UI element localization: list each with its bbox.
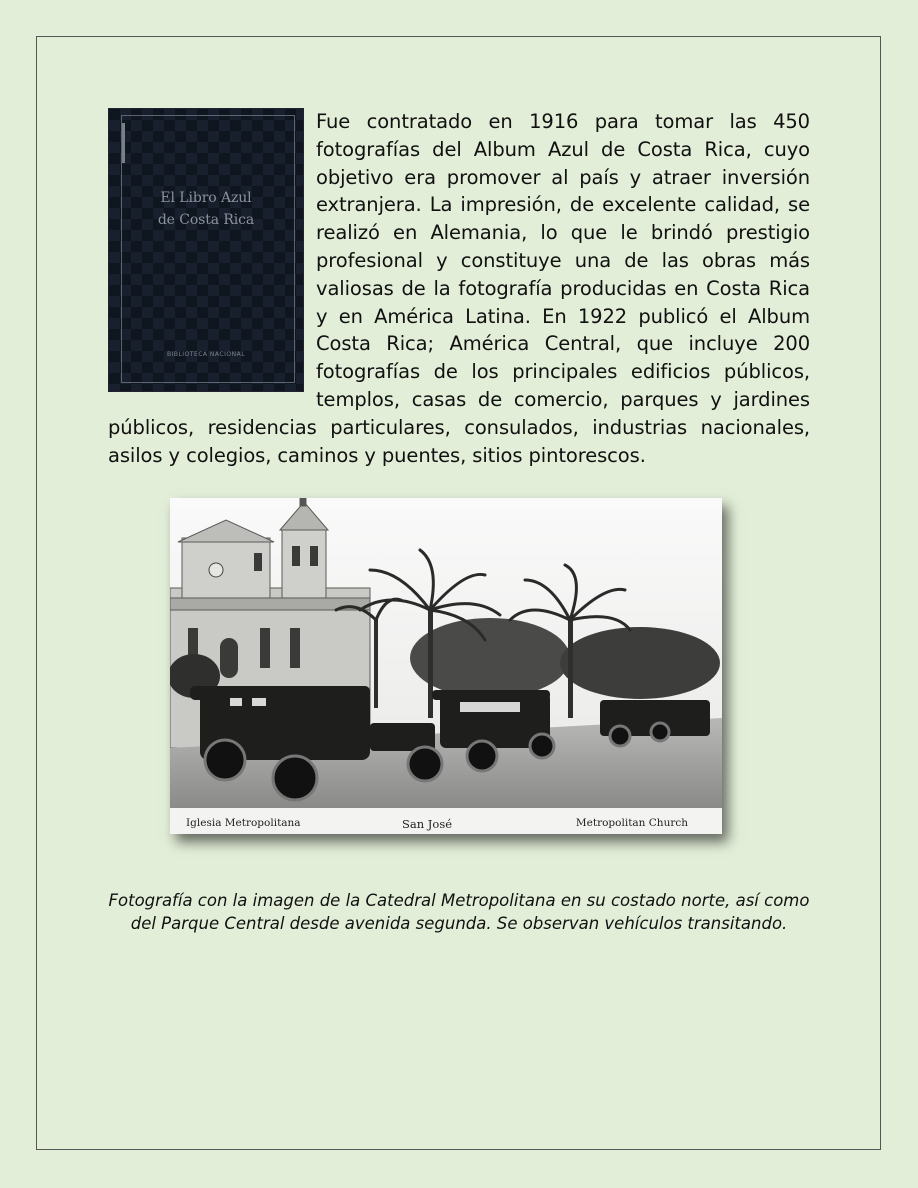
- text-block: [108, 108, 810, 469]
- figure-caption: Fotografía con la imagen de la Catedral Metropolitana en su costado norte, así como del Parque Central desde avenida segunda. Se observan vehículos transitando.: [108, 891, 810, 933]
- book-publisher: BIBLIOTECA NACIONAL: [166, 351, 246, 359]
- photo-label-left: Iglesia Metropolitana: [186, 817, 301, 829]
- photo-label-right: Metropolitan Church: [575, 817, 688, 829]
- cathedral-photo-illustration: [170, 498, 722, 808]
- book-cover-image: [108, 108, 304, 392]
- book-title-line2: de Costa Rica: [157, 212, 255, 228]
- book-title-line1: El Libro Azul: [160, 190, 252, 206]
- photo-print-labels: [170, 808, 722, 834]
- cathedral-photo: [170, 498, 722, 834]
- body-paragraph: Fue contratado en 1916 para tomar las 450 fotografías del Album Azul de Costa Rica, cuyo objetivo era promover al país y atraer inversión extranjera. La impresión, de excelente calidad, se realizó en Alemania, lo que le brindó prestigio profesional y constituye una de las obras más valiosas de la fotografía producidas en Costa Rica y en América Latina. En 1922 publicó el Album Costa Rica; América Central, que incluye 200 fotografías de los principales edificios públicos, templos, casas de comercio, parques y jardines públicos, residencias particulares, consulados, industrias nacionales, asilos y colegios, caminos y puentes, sitios pintorescos.: [108, 110, 810, 467]
- photo-label-center: San José: [402, 817, 453, 831]
- book-cover-title: [109, 187, 303, 231]
